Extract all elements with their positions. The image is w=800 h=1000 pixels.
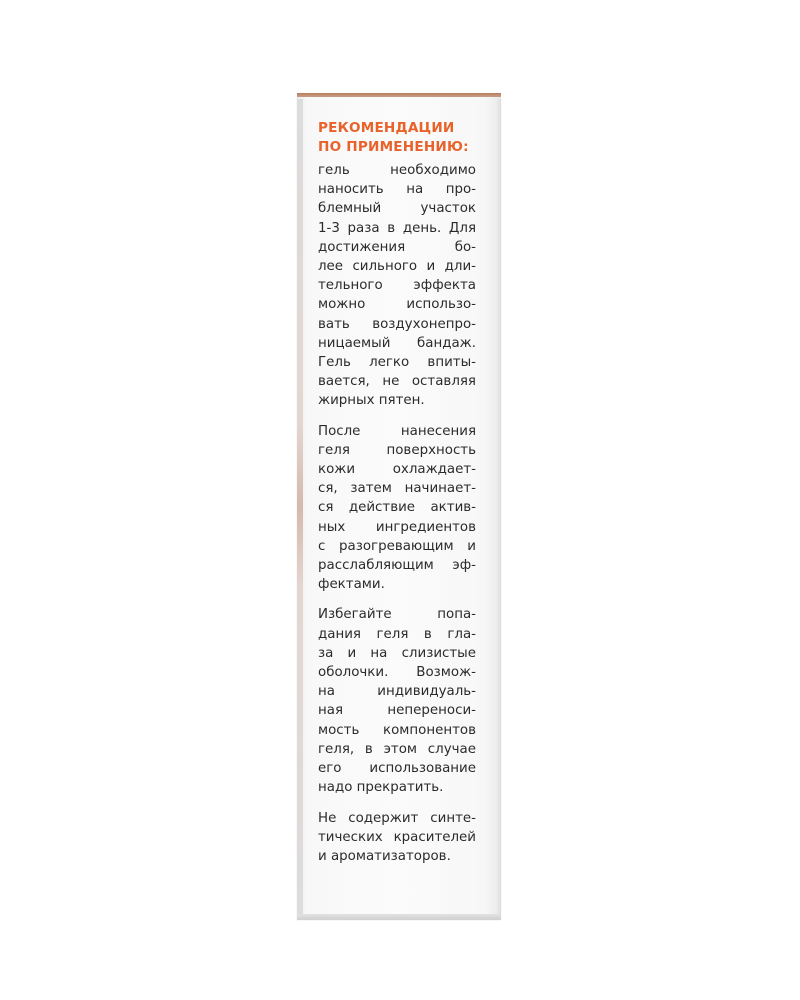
text-line: мость компонентов bbox=[318, 722, 476, 738]
box-bottom-edge bbox=[297, 914, 501, 920]
text-line: тических красителей bbox=[318, 829, 476, 845]
text-line: После нанесения bbox=[318, 423, 476, 439]
text-line: ная непереноси- bbox=[318, 703, 476, 719]
text-line: тельного эффекта bbox=[318, 278, 476, 294]
text-line: Избегайте попа- bbox=[318, 607, 476, 623]
heading-line: ПО ПРИМЕНЕНИЮ: bbox=[318, 139, 469, 155]
text-line: за и на слизистые bbox=[318, 645, 476, 661]
text-line: его использование bbox=[318, 761, 476, 777]
paragraph-effect bbox=[318, 422, 476, 595]
paragraph-warning bbox=[318, 605, 476, 797]
text-line: ся действие актив- bbox=[318, 500, 476, 516]
text-line: оболочки. Возмож- bbox=[318, 665, 476, 681]
text-line: блемный участок bbox=[318, 201, 476, 217]
text-line: вать воздухонепро- bbox=[318, 316, 476, 332]
text-line: достижения бо- bbox=[318, 239, 476, 255]
box-right-fold bbox=[495, 99, 501, 914]
text-line: расслабляющим эф- bbox=[318, 558, 476, 574]
text-line: геля, в этом случае bbox=[318, 741, 476, 757]
text-line: вается, не оставляя bbox=[318, 374, 476, 390]
text-line: дания геля в гла- bbox=[318, 626, 476, 642]
text-line: геля поверхность bbox=[318, 442, 476, 458]
text-line: Не содержит синте- bbox=[318, 810, 476, 826]
text-line: можно использо- bbox=[318, 297, 476, 313]
text-line: надо прекратить. bbox=[318, 780, 444, 796]
text-line: ных ингредиентов bbox=[318, 519, 476, 535]
paragraph-usage bbox=[318, 161, 476, 411]
text-line: наносить на про- bbox=[318, 182, 476, 198]
text-line: и ароматизаторов. bbox=[318, 848, 451, 864]
text-line: ся, затем начинает- bbox=[318, 481, 476, 497]
box-left-fold bbox=[297, 99, 303, 914]
text-line: кожи охлаждает- bbox=[318, 462, 476, 478]
text-line: с разогревающим и bbox=[318, 538, 476, 554]
text-line: фектами. bbox=[318, 577, 385, 593]
section-heading bbox=[318, 119, 476, 157]
heading-line: РЕКОМЕНДАЦИИ bbox=[318, 120, 455, 136]
text-line: на индивидуаль- bbox=[318, 684, 476, 700]
text-line: 1-3 раза в день. Для bbox=[318, 220, 476, 236]
text-line: Гель легко впиты- bbox=[318, 355, 476, 371]
instructions-text bbox=[318, 119, 476, 877]
text-line: ницаемый бандаж. bbox=[318, 335, 476, 351]
text-line: лее сильного и дли- bbox=[318, 259, 476, 275]
text-line: гель необходимо bbox=[318, 163, 476, 178]
text-line: жирных пятен. bbox=[318, 393, 425, 409]
paragraph-composition bbox=[318, 809, 476, 867]
